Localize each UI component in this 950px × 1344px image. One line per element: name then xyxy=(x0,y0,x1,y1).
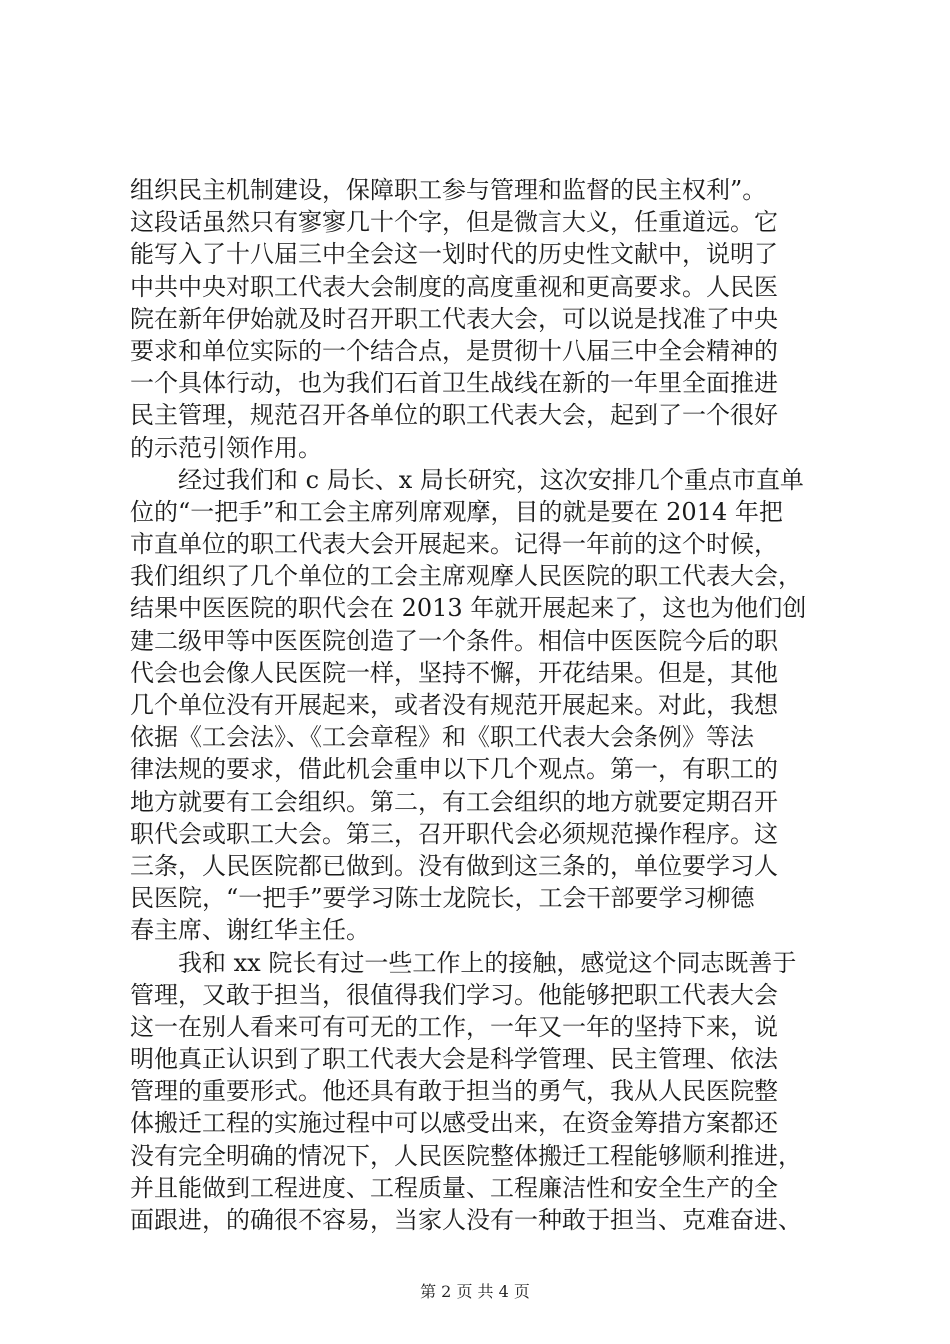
text-line: 市直单位的职工代表大会开展起来。记得一年前的这个时候， xyxy=(130,530,778,559)
text-line: 管理的重要形式。他还具有敢于担当的勇气，我从人民医院整 xyxy=(130,1077,778,1106)
text-line: 地方就要有工会组织。第二，有工会组织的地方就要定期召开 xyxy=(130,787,778,816)
text-line: 一个具体行动，也为我们石首卫生战线在新的一年里全面推进 xyxy=(130,369,778,398)
text-line: 位的“一把手”和工会主席列席观摩，目的就是要在 2014 年把 xyxy=(130,497,783,526)
text-line: 明他真正认识到了职工代表大会是科学管理、民主管理、依法 xyxy=(130,1045,778,1074)
page-footer xyxy=(0,1279,950,1302)
text-line: 代会也会像人民医院一样，坚持不懈，开花结果。但是，其他 xyxy=(130,658,778,687)
text-line: 依据《工会法》、《工会章程》和《职工代表大会条例》等法 xyxy=(130,723,754,752)
text-line: 要求和单位实际的一个结合点，是贯彻十八届三中全会精神的 xyxy=(130,336,778,365)
text-line: 结果中医医院的职代会在 2013 年就开展起来了，这也为他们创 xyxy=(130,594,807,623)
text-line: 面跟进，的确很不容易，当家人没有一种敢于担当、克难奋进、 xyxy=(130,1206,802,1234)
text-line: 管理，又敢于担当，很值得我们学习。他能够把职工代表大会 xyxy=(130,980,778,1009)
text-line: 春主席、谢红华主任。 xyxy=(130,916,370,945)
text-line: 建二级甲等中医医院创造了一个条件。相信中医医院今后的职 xyxy=(130,626,778,655)
text-line: 几个单位没有开展起来，或者没有规范开展起来。对此，我想 xyxy=(130,691,778,719)
text-line: 组织民主机制建设，保障职工参与管理和监督的民主权利”。 xyxy=(130,176,767,204)
paragraph-start-line: 经过我们和 c 局长、x 局长研究，这次安排几个重点市直单 xyxy=(178,465,804,494)
text-line: 民医院，“一把手”要学习陈士龙院长，工会干部要学习柳德 xyxy=(130,884,755,913)
paragraph-start-line: 我和 xx 院长有过一些工作上的接触，感觉这个同志既善于 xyxy=(178,948,797,977)
text-line: 律法规的要求，借此机会重申以下几个观点。第一，有职工的 xyxy=(130,755,778,784)
text-line: 我们组织了几个单位的工会主席观摩人民医院的职工代表大会， xyxy=(130,562,802,591)
text-line: 这一在别人看来可有可无的工作，一年又一年的坚持下来，说 xyxy=(130,1012,778,1041)
document-body xyxy=(130,174,860,1236)
text-line: 三条，人民医院都已做到。没有做到这三条的，单位要学习人 xyxy=(130,851,778,880)
text-line: 职代会或职工大会。第三，召开职代会必须规范操作程序。这 xyxy=(130,819,778,848)
text-line: 院在新年伊始就及时召开职工代表大会，可以说是找准了中央 xyxy=(130,304,778,333)
text-line: 体搬迁工程的实施过程中可以感受出来，在资金筹措方案都还 xyxy=(130,1109,778,1138)
page-number-label: 第 2 页 共 4 页 xyxy=(420,1282,530,1301)
text-line: 民主管理，规范召开各单位的职工代表大会，起到了一个很好 xyxy=(130,401,778,430)
text-line: 这段话虽然只有寥寥几十个字，但是微言大义，任重道远。它 xyxy=(130,208,778,237)
text-line: 能写入了十八届三中全会这一划时代的历史性文献中，说明了 xyxy=(130,240,778,269)
text-line: 的示范引领作用。 xyxy=(130,433,322,462)
text-line: 没有完全明确的情况下，人民医院整体搬迁工程能够顺利推进， xyxy=(130,1141,802,1170)
text-line: 中共中央对职工代表大会制度的高度重视和更高要求。人民医 xyxy=(130,272,778,301)
text-line: 并且能做到工程进度、工程质量、工程廉洁性和安全生产的全 xyxy=(130,1173,778,1202)
